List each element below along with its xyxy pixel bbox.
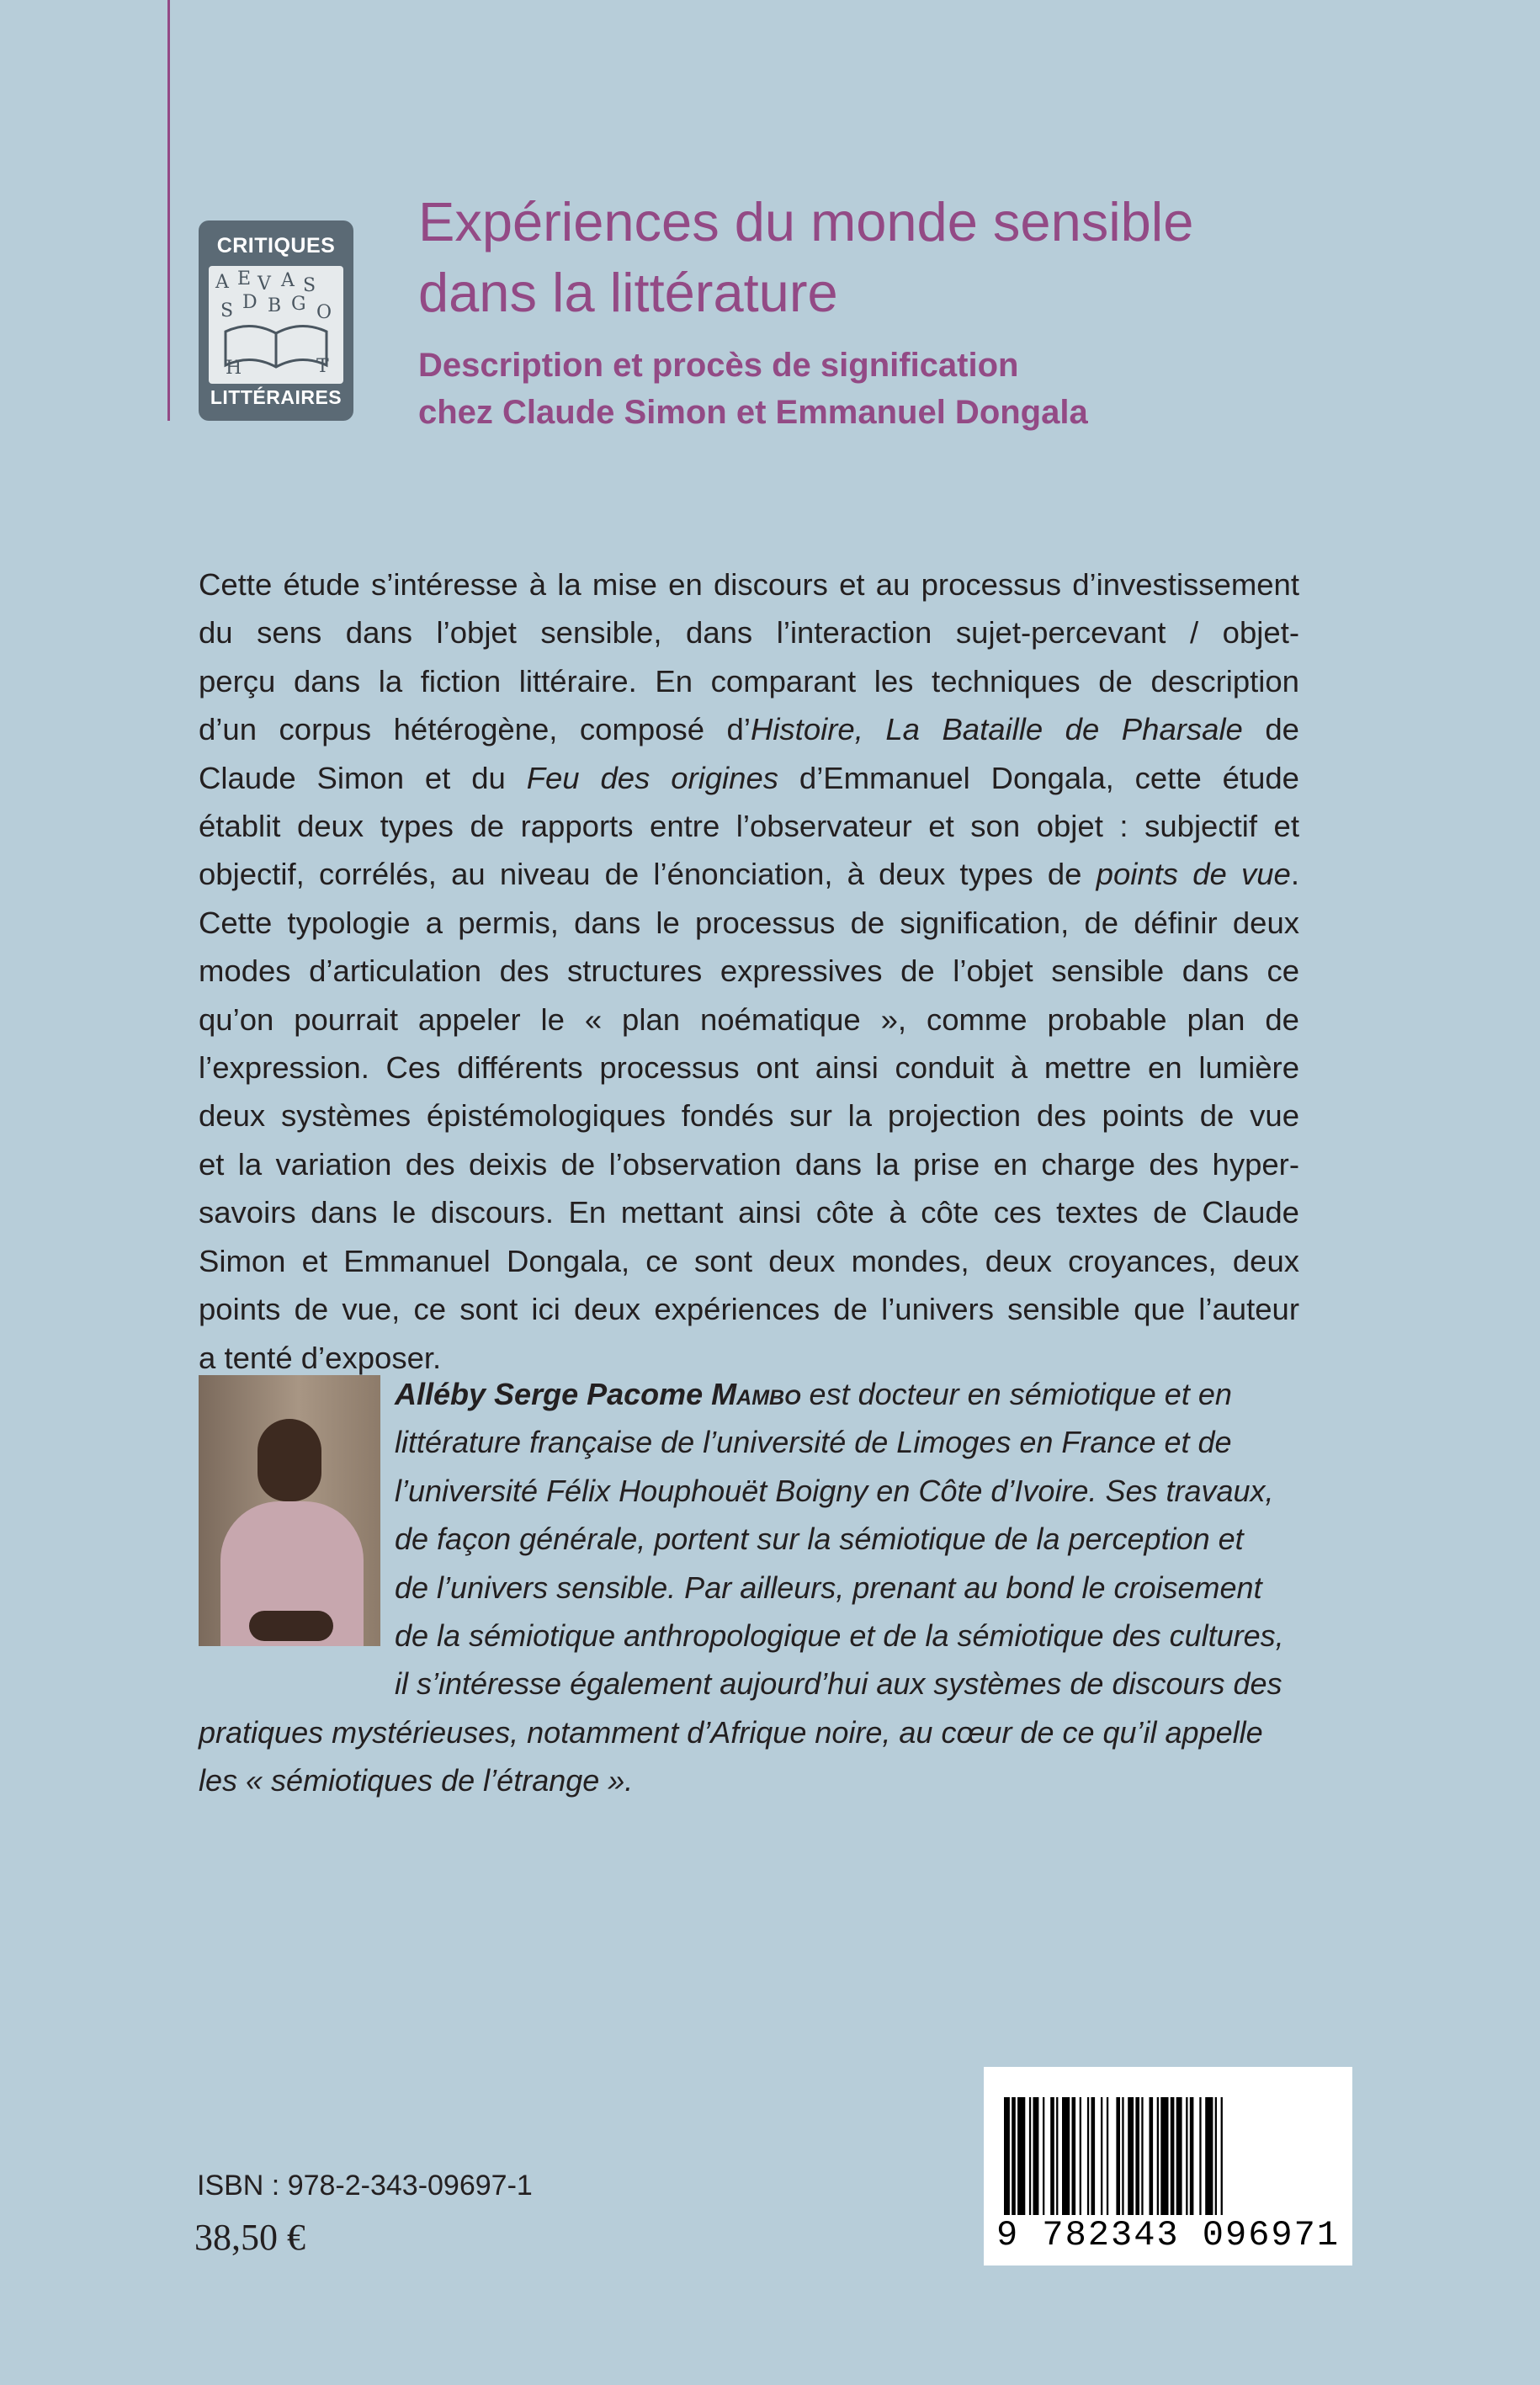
blurb-line: a tenté d’exposer. [199, 1340, 442, 1375]
series-name-bottom: LITTÉRAIRES [210, 386, 343, 408]
blurb-text: d’Emmanuel Dongala, cette étude [778, 760, 1299, 795]
svg-text:T: T [316, 356, 329, 377]
barcode [984, 2067, 1352, 2265]
bio-line: de l’univers sensible. Par ailleurs, prenant au bond le croisement [395, 1570, 1262, 1605]
author-given-names: Alléby Serge Pacome [395, 1377, 712, 1411]
bio-line [199, 1370, 1343, 1418]
blurb-line: perçu dans la fiction littéraire. En comparant les techniques de description [199, 663, 1299, 699]
bio-line: de la sémiotique anthropologique et de la sémiotique des cultures, [395, 1618, 1284, 1654]
blurb-line: Cette étude s’intéresse à la mise en discours et au processus d’investissement [199, 567, 1299, 602]
blurb-text: . [1290, 857, 1299, 892]
title-line: dans la littérature [418, 262, 838, 323]
price: 38,50 € [194, 2217, 305, 2258]
svg-text:S: S [220, 300, 234, 321]
blurb-line [199, 705, 1299, 753]
svg-text:E: E [237, 268, 252, 289]
series-name-top: CRITIQUES [216, 234, 336, 258]
svg-text:B: B [268, 295, 282, 316]
book-subtitle [418, 342, 1428, 436]
bio-line: l’université Félix Houphouët Boigny en Côte d’Ivoire. Ses travaux, [395, 1473, 1274, 1508]
bio-line: il s’intéresse également aujourd’hui aux systèmes de discours des [395, 1666, 1282, 1702]
blurb-line [199, 850, 1299, 898]
decorative-vertical-rule [167, 0, 170, 421]
subtitle-line: Description et procès de signification [418, 347, 1019, 384]
blurb-line: savoirs dans le discours. En mettant ainsi côte à côte ces textes de Claude [199, 1195, 1299, 1230]
blurb-line: modes d’articulation des structures expressives de l’objet sensible dans ce [199, 953, 1299, 989]
bio-line: les « sémiotiques de l’étrange ». [199, 1763, 634, 1798]
blurb-line: deux systèmes épistémologiques fondés sur la projection des points de vue [199, 1098, 1299, 1134]
bio-line: pratiques mystérieuses, notamment d’Afrique noire, au cœur de ce qu’il appelle [199, 1714, 1263, 1750]
blurb-line: qu’on pourrait appeler le « plan noématique », comme probable plan de [199, 1001, 1299, 1037]
svg-text:O: O [316, 302, 332, 323]
subtitle-line: chez Claude Simon et Emmanuel Dongala [418, 394, 1088, 431]
author-surname: Mambo [711, 1377, 801, 1411]
blurb-line: Simon et Emmanuel Dongala, ce sont deux mondes, deux croyances, deux [199, 1243, 1299, 1278]
barcode-bars [1004, 2097, 1332, 2215]
bio-line: littérature française de l’université de Limoges en France et de [395, 1425, 1232, 1460]
blurb-line: du sens dans l’objet sensible, dans l’interaction sujet-percevant / objet- [199, 615, 1299, 651]
book-letters-illustration [209, 266, 343, 384]
blurb-line: établit deux types de rapports entre l’observateur et son objet : subjectif et [199, 809, 1299, 844]
author-name [395, 1377, 801, 1411]
blurb-line: l’expression. Ces différents processus ont ainsi conduit à mettre en lumière [199, 1050, 1299, 1086]
title-line: Expériences du monde sensible [418, 191, 1194, 252]
svg-text:S: S [303, 275, 316, 296]
svg-text:H: H [226, 358, 242, 379]
blurb-text: objectif, corrélés, au niveau de l’énonciation, à deux types de [199, 857, 1097, 892]
blurb-italic: Feu des origines [526, 760, 779, 795]
blurb-text: Claude Simon et du [199, 760, 527, 795]
barcode-digits: 9 782343 096971 [996, 2215, 1341, 2255]
svg-text:A: A [281, 270, 295, 291]
blurb-line [199, 754, 1299, 802]
blurb-text: d’un corpus hétérogène, composé d’ [199, 712, 751, 747]
bio-line: de façon générale, portent sur la sémiotique de la perception et [395, 1522, 1244, 1557]
series-logo [199, 220, 353, 421]
book-title [418, 187, 1428, 328]
book-description [199, 560, 1299, 1382]
bio-text: est docteur en sémiotique et en [800, 1377, 1232, 1411]
blurb-line: et la variation des deixis de l’observation dans la prise en charge des hyper- [199, 1146, 1299, 1182]
svg-text:A: A [215, 272, 229, 293]
blurb-text: de [1242, 712, 1299, 747]
blurb-italic: points de vue [1096, 857, 1291, 892]
blurb-line: Cette typologie a permis, dans le processus de signification, de définir deux [199, 905, 1299, 940]
isbn: ISBN : 978-2-343-09697-1 [197, 2170, 533, 2202]
svg-text:G: G [291, 294, 306, 315]
svg-text:V: V [258, 274, 271, 295]
svg-text:D: D [242, 292, 258, 313]
blurb-italic: Histoire, La Bataille de Pharsale [750, 712, 1243, 747]
author-biography [199, 1370, 1343, 1805]
blurb-line: points de vue, ce sont ici deux expériences de l’univers sensible que l’auteur [199, 1292, 1299, 1327]
